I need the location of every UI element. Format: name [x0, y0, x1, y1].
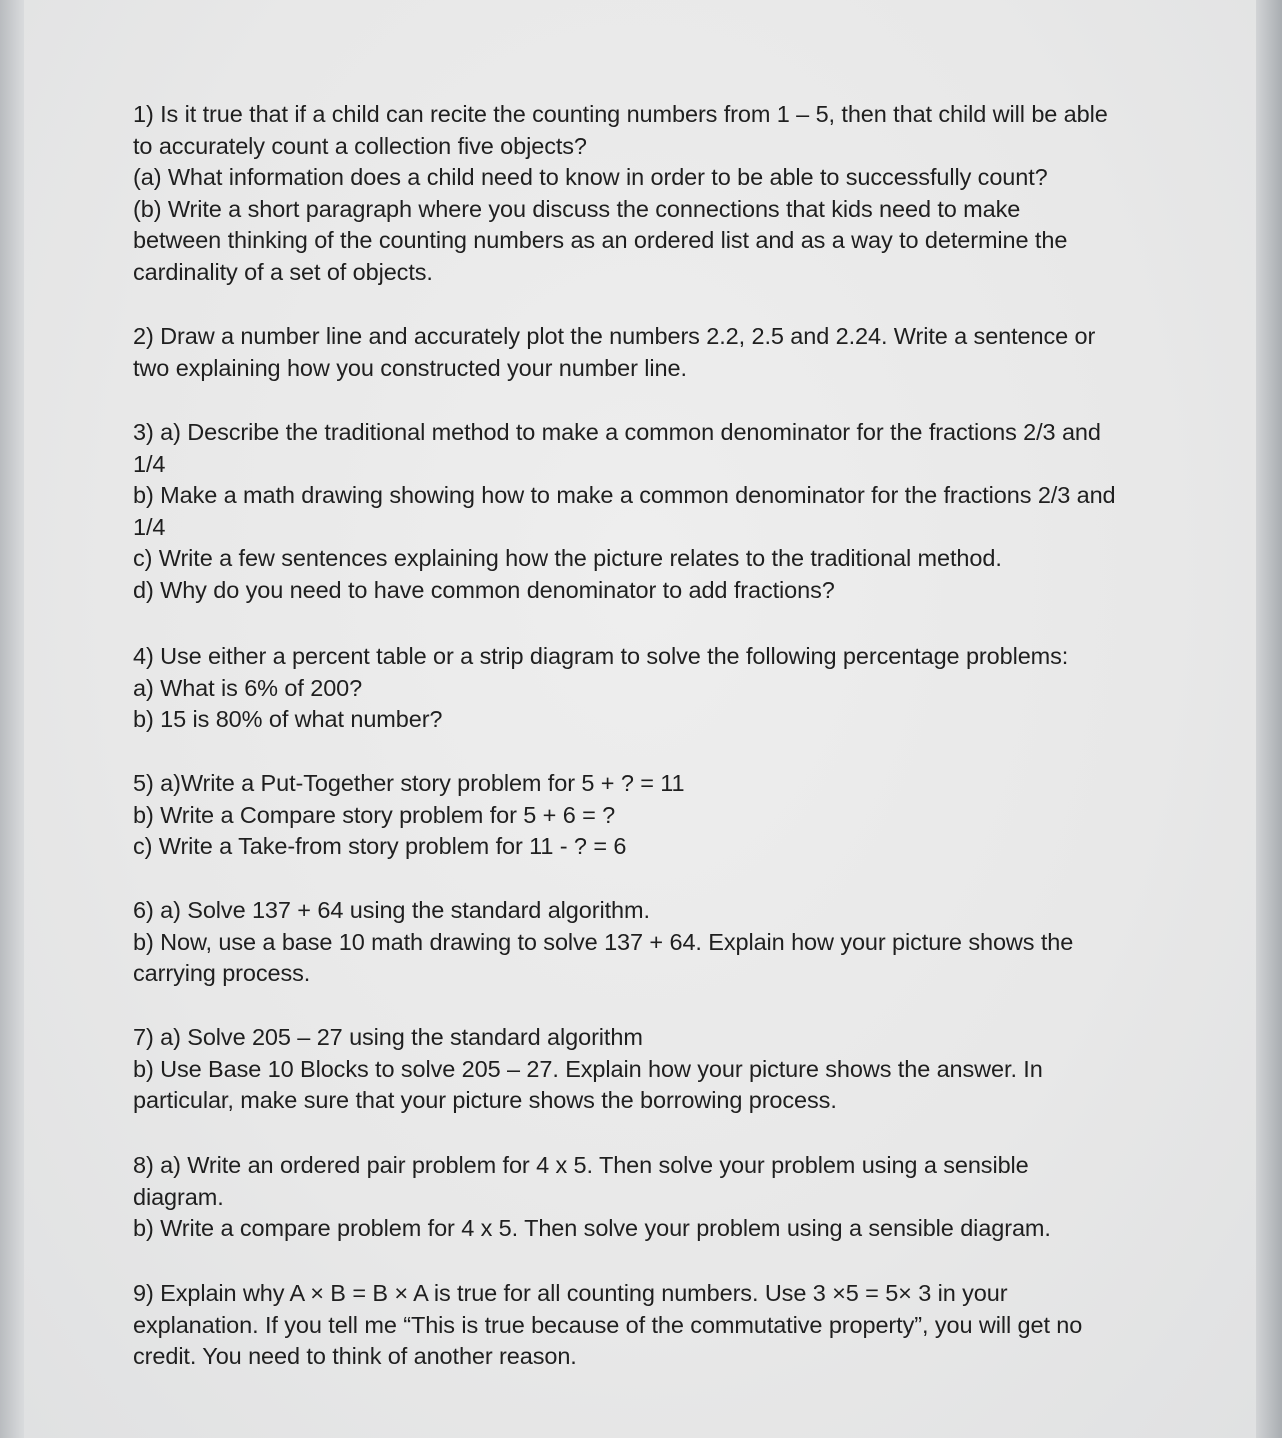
question-part: b) Make a math drawing showing how to make a common denominator for the fractions 2/3 and 1/4	[133, 482, 1116, 540]
question-7	[133, 1022, 1108, 1117]
question-part: 8) a) Write an ordered pair problem for 4 x 5. Then solve your problem using a sensible diagram.	[133, 1152, 1029, 1210]
question-9	[133, 1278, 1133, 1373]
question-part: 6) a) Solve 137 + 64 using the standard algorithm.	[133, 897, 650, 923]
question-4	[133, 641, 1133, 736]
question-3	[133, 417, 1118, 606]
question-text: 2) Draw a number line and accurately plot the numbers 2.2, 2.5 and 2.24. Write a sentence or two explaining how you constructed your number line.	[133, 323, 1096, 381]
question-part: d) Why do you need to have common denominator to add fractions?	[133, 576, 835, 603]
question-8	[133, 1150, 1083, 1245]
question-6	[133, 895, 1128, 990]
question-part: a) What is 6% of 200?	[133, 674, 363, 701]
question-part: 3) a) Describe the traditional method to make a common denominator for the fractions 2/3 and 1/4	[133, 419, 1101, 477]
question-2	[133, 321, 1123, 384]
question-part: b) Use Base 10 Blocks to solve 205 – 27. Explain how your picture shows the answer. In particular, make sure that your picture shows the borrowing process.	[133, 1055, 1043, 1113]
question-part: 5) a)Write a Put-Together story problem for 5 + ? = 11	[133, 770, 685, 796]
question-part: b) Now, use a base 10 math drawing to solve 137 + 64. Explain how your picture shows the carrying process.	[133, 928, 1074, 986]
question-5	[133, 768, 1133, 863]
question-1	[133, 99, 1108, 288]
question-text: 9) Explain why A × B = B × A is true for all counting numbers. Use 3 ×5 = 5× 3 in your explanation. If you tell me “This is true because of the commutative property”, you will get no credit. You need to think of another reason.	[133, 1280, 1083, 1369]
question-part: c) Write a few sentences explaining how the picture relates to the traditional method.	[133, 545, 1002, 571]
question-text: 1) Is it true that if a child can recite the counting numbers from 1 – 5, then that child will be able to accurately count a collection five objects?	[133, 101, 1108, 159]
question-part: b) Write a compare problem for 4 x 5. Then solve your problem using a sensible diagram.	[133, 1215, 1051, 1241]
question-text: 4) Use either a percent table or a strip diagram to solve the following percentage problems:	[133, 643, 1069, 669]
question-part: b) 15 is 80% of what number?	[133, 706, 443, 732]
question-part: 7) a) Solve 205 – 27 using the standard algorithm	[133, 1024, 643, 1050]
question-part: (a) What information does a child need to know in order to be able to successfully count?	[133, 164, 1048, 190]
question-part: (b) Write a short paragraph where you discuss the connections that kids need to make between thinking of the counting numbers as an ordered list and as a way to determine the cardinality of a set of objects.	[133, 195, 1068, 285]
question-part: b) Write a Compare story problem for 5 + 6 = ?	[133, 801, 616, 828]
question-part: c) Write a Take-from story problem for 11 - ? = 6	[133, 833, 627, 859]
